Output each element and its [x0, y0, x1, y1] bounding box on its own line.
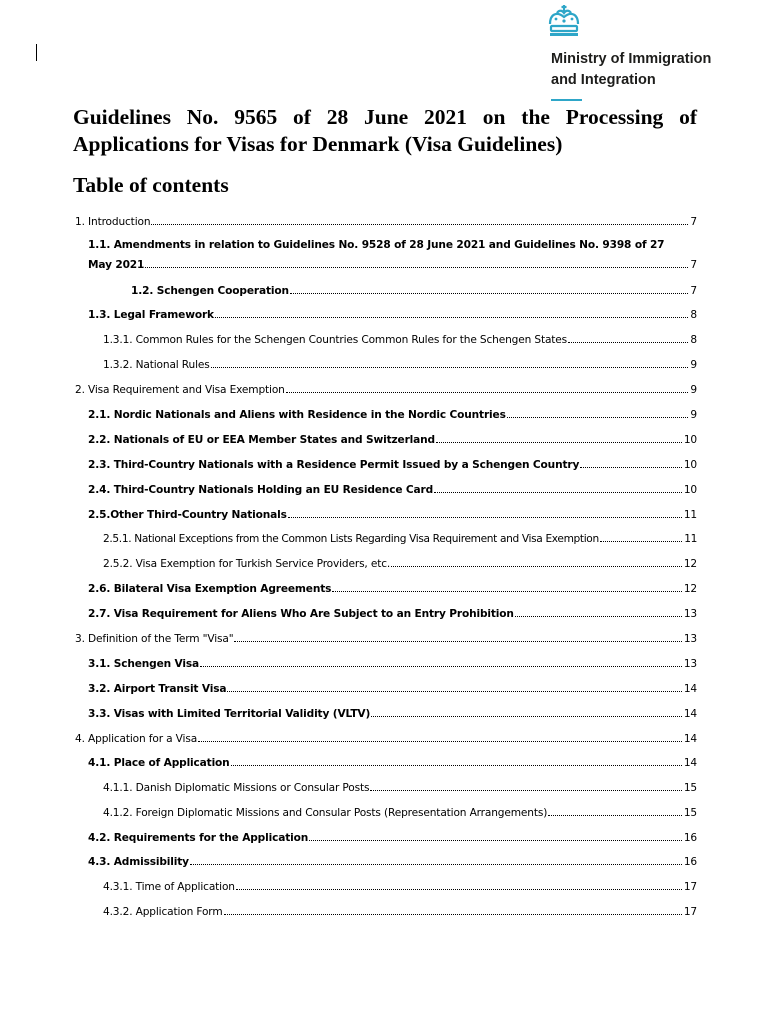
- toc-entry-page: 14: [683, 683, 697, 695]
- toc-entry-title: 4.3. Admissibility: [88, 856, 189, 868]
- toc-entry-page: 13: [683, 608, 697, 620]
- toc-entry-title-line1: 1.1. Amendments in relation to Guidelines No. 9528 of 28 June 2021 and Guidelines No. 9398 of 27: [88, 239, 665, 251]
- toc-entry[interactable]: [75, 632, 697, 646]
- toc-entry[interactable]: [88, 308, 697, 322]
- brand-rule: [551, 99, 582, 101]
- toc-entry-title: 2.6. Bilateral Visa Exemption Agreements: [88, 583, 332, 595]
- toc-entry-page: 17: [683, 881, 697, 893]
- toc-entry-page: 10: [683, 484, 697, 496]
- toc-leader: [332, 591, 682, 592]
- toc-leader: [580, 467, 682, 468]
- toc-leader: [548, 815, 682, 816]
- toc-entry-title: 4.3.1. Time of Application: [103, 881, 235, 893]
- toc-entry[interactable]: [88, 433, 697, 447]
- ministry-name-line2: and Integration: [551, 72, 656, 88]
- toc-entry-page: 14: [683, 733, 697, 745]
- toc-entry-title: 3.3. Visas with Limited Territorial Validity (VLTV): [88, 708, 371, 720]
- toc-entry-multiline[interactable]: [88, 238, 697, 272]
- toc-entry-title: 2.7. Visa Requirement for Aliens Who Are Subject to an Entry Prohibition: [88, 608, 514, 620]
- toc-entry-title: 2. Visa Requirement and Visa Exemption: [75, 384, 285, 396]
- toc-leader: [371, 716, 682, 717]
- toc-entry-page: 11: [683, 509, 697, 521]
- toc-entry-title: 2.3. Third-Country Nationals with a Residence Permit Issued by a Schengen Country: [88, 459, 580, 471]
- toc-entry-page: 7: [690, 259, 697, 271]
- toc-leader: [309, 840, 682, 841]
- toc-entry[interactable]: [88, 483, 697, 497]
- toc-leader: [515, 616, 682, 617]
- toc-leader: [151, 224, 688, 225]
- toc-leader: [288, 517, 682, 518]
- toc-entry-page: 9: [690, 384, 697, 396]
- toc-entry-page: 14: [683, 708, 697, 720]
- toc-entry-title: 2.5.1. National Exceptions from the Common Lists Regarding Visa Requirement and Visa Exemption: [103, 533, 599, 545]
- toc-entry[interactable]: [131, 284, 697, 298]
- toc-leader: [231, 765, 682, 766]
- toc-entry[interactable]: [75, 383, 697, 397]
- toc-leader: [286, 392, 689, 393]
- toc-entry-page: 17: [683, 906, 697, 918]
- toc-leader: [290, 293, 689, 294]
- toc-leader: [200, 666, 682, 667]
- toc-entry-page: 10: [683, 459, 697, 471]
- toc-entry-page: 7: [690, 285, 697, 297]
- ministry-name: [551, 49, 711, 91]
- toc-entry-title: 4.1.1. Danish Diplomatic Missions or Consular Posts: [103, 782, 370, 794]
- toc-entry[interactable]: [103, 532, 697, 546]
- toc-leader: [236, 889, 682, 890]
- toc-entry[interactable]: [88, 657, 697, 671]
- toc-entry[interactable]: [88, 408, 697, 422]
- toc-entry[interactable]: [103, 806, 697, 820]
- toc-entry[interactable]: [103, 880, 697, 894]
- toc-entry[interactable]: [103, 905, 697, 919]
- toc-entry[interactable]: [103, 557, 697, 571]
- toc-entry[interactable]: [88, 855, 697, 869]
- toc-entry-title: 1.3. Legal Framework: [88, 309, 214, 321]
- toc-entry[interactable]: [103, 333, 697, 347]
- toc-entry-page: 12: [683, 583, 697, 595]
- toc-entry-page: 16: [683, 856, 697, 868]
- toc-entry-title: 4. Application for a Visa: [75, 733, 198, 745]
- toc-entry-title: 4.1.2. Foreign Diplomatic Missions and Consular Posts (Representation Arrangements): [103, 807, 548, 819]
- toc-entry[interactable]: [88, 831, 697, 845]
- text-cursor: [36, 44, 37, 61]
- toc-entry-page: 8: [690, 334, 697, 346]
- toc-entry[interactable]: [88, 682, 697, 696]
- toc-entry-title: 1.3.2. National Rules: [103, 359, 210, 371]
- toc-entry-page: 14: [683, 757, 697, 769]
- toc-entry[interactable]: [88, 707, 697, 721]
- toc-entry[interactable]: [103, 358, 697, 372]
- toc-entry-title: 4.1. Place of Application: [88, 757, 230, 769]
- toc-leader: [370, 790, 681, 791]
- toc-entry[interactable]: [88, 458, 697, 472]
- toc-entry-title: 2.2. Nationals of EU or EEA Member States and Switzerland: [88, 434, 435, 446]
- toc-leader: [391, 566, 682, 567]
- toc-leader: [600, 541, 682, 542]
- toc-entry-title: 3. Definition of the Term "Visa": [75, 633, 234, 645]
- toc-entry-page: 7: [690, 216, 697, 228]
- toc-leader: [198, 741, 682, 742]
- toc-leader: [227, 691, 681, 692]
- toc-entry[interactable]: [75, 215, 697, 229]
- toc-entry-page: 15: [683, 782, 697, 794]
- toc-leader: [434, 492, 682, 493]
- toc-entry[interactable]: [88, 582, 697, 596]
- toc-leader: [436, 442, 682, 443]
- toc-heading: Table of contents: [73, 173, 229, 197]
- document-title: Guidelines No. 9565 of 28 June 2021 on the Processing of Applications for Visas for Denmark (Visa Guidelines): [73, 105, 697, 156]
- toc-entry-title: 1.3.1. Common Rules for the Schengen Countries Common Rules for the Schengen States: [103, 334, 568, 346]
- toc-entry[interactable]: [88, 756, 697, 770]
- toc-entry[interactable]: [103, 781, 697, 795]
- toc-leader: [211, 367, 689, 368]
- crown-icon: [545, 2, 583, 38]
- toc-entry-page: 9: [690, 359, 697, 371]
- toc-entry-title: 2.5.2. Visa Exemption for Turkish Service Providers, etc.: [103, 558, 391, 570]
- toc-entry[interactable]: [75, 732, 697, 746]
- toc-entry-page: 13: [683, 658, 697, 670]
- toc-entry[interactable]: [88, 607, 697, 621]
- toc-entry-page: 15: [683, 807, 697, 819]
- toc-entry-page: 8: [690, 309, 697, 321]
- toc-leader: [507, 417, 689, 418]
- toc-entry-page: 13: [683, 633, 697, 645]
- toc-entry-page: 10: [683, 434, 697, 446]
- toc-entry-title: 4.2. Requirements for the Application: [88, 832, 309, 844]
- toc-entry-page: 11: [684, 533, 697, 545]
- toc-entry-page: 12: [683, 558, 697, 570]
- toc-entry[interactable]: [88, 508, 697, 522]
- toc-entry-title: 4.3.2. Application Form: [103, 906, 223, 918]
- toc-leader: [145, 267, 688, 268]
- toc-leader: [190, 864, 682, 865]
- toc-leader: [224, 914, 682, 915]
- toc-leader: [215, 317, 688, 318]
- ministry-name-line1: Ministry of Immigration: [551, 51, 712, 67]
- toc-entry-title: 2.4. Third-Country Nationals Holding an EU Residence Card: [88, 484, 434, 496]
- toc-entry-title-line2: May 2021: [88, 259, 145, 271]
- toc-entry-title: 1.2. Schengen Cooperation: [131, 285, 289, 297]
- toc-entry-title: 3.1. Schengen Visa: [88, 658, 200, 670]
- toc-entry-title: 2.5.Other Third-Country Nationals: [88, 509, 287, 521]
- toc-entry-title: 2.1. Nordic Nationals and Aliens with Residence in the Nordic Countries: [88, 409, 506, 421]
- toc-leader: [234, 641, 681, 642]
- toc-entry-page: 9: [690, 409, 697, 421]
- toc-leader: [568, 342, 688, 343]
- toc-entry-page: 16: [683, 832, 697, 844]
- toc-entry-title: 1. Introduction: [75, 216, 151, 228]
- toc-entry-title: 3.2. Airport Transit Visa: [88, 683, 227, 695]
